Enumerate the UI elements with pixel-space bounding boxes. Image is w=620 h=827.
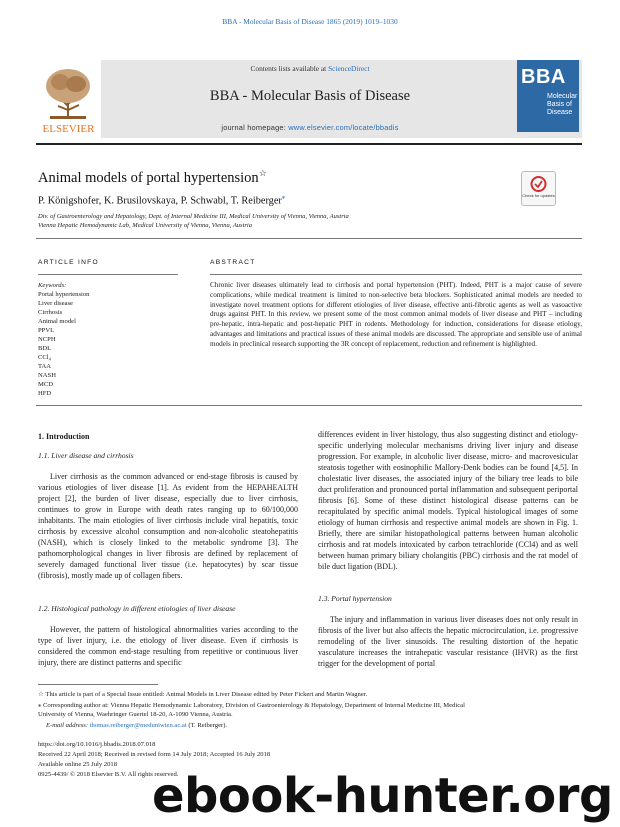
journal-citation[interactable]: BBA - Molecular Basis of Disease 1865 (2019) 1019–1030 [222,17,398,26]
title-footnote-mark[interactable]: ☆ [258,168,267,178]
cover-title: BBA [521,66,566,88]
homepage-prefix: journal homepage: [221,123,289,132]
paragraph-liver-cirrhosis: Liver cirrhosis as the common advanced or end-stage fibrosis is caused by various etiologies of liver disease [1]. As evident from the HEPAHEALTH project [2], the burden of liver disease, especially due to liver cirrhosis, continues to grow in Europe with death rates ranging up to 60/100,000 inhabitants. The main etiologies of liver cirrhosis include viral hepatitis, toxic cirrhosis by excessive alcohol consumption and non-alcoholic steatohepatitis (NASH), which is closely linked to the metabolic syndrome [3]. The pathomorphological changes in liver fibrosis are defined by replacement of severely damaged functional liver tissue (i.e. hepatocytes) by scar tissue (fibrosis), mostly made up of collagen fibers. [38,472,298,580]
affiliation-divider [36,238,582,239]
check-for-updates-button[interactable] [521,171,556,206]
corresponding-author-address: University of Vienna, Waehringer Guertel 18-20, A-1090 Vienna, Austria. [38,711,233,718]
copyright-line: 0925-4439/ © 2018 Elsevier B.V. All rights reserved. [38,771,179,778]
keyword: Cirrhosis [38,309,63,316]
keyword: HFD [38,390,52,397]
email-suffix: (T. Reiberger). [186,722,228,729]
doi-link[interactable]: https://doi.org/10.1016/j.bbadis.2018.07.018 [38,741,156,748]
article-info-heading: ARTICLE INFO [38,259,99,266]
email-line [46,722,227,729]
check-updates-icon [522,172,555,205]
paragraph-portal-hypertension: The injury and inflammation in various liver diseases does not only result in fibrosis of the liver but also affects the hepatic microcirculation, i.e. progressive remodeling of the liver sinusoids. The resulting distortion of the hepatic vasculature increases the intrahepatic vascular resistance (IHVR) as the first trigger for the development of portal [318,615,578,668]
abstract-bottom-rule [36,405,582,406]
subsection-1-1-heading: 1.1. Liver disease and cirrhosis [38,451,134,460]
keyword: Liver disease [38,300,73,307]
author-list: P. Königshofer, K. Brusilovskaya, P. Schwabl, T. Reiberger [38,195,282,207]
keyword: CCl₄ [38,354,51,361]
cover-subtitle: Molecular Basis of Disease [547,93,578,116]
elsevier-wordmark: ELSEVIER [42,123,95,135]
available-online: Available online 25 July 2018 [38,761,117,768]
homepage-link[interactable]: www.elsevier.com/locate/bbadis [288,123,399,132]
affiliation-1: Div. of Gastroenterology and Hepatology, Dept. of Internal Medicine III, Medical University of Vienna, Vienna, Austria [38,213,349,220]
email-label: E-mail address: [46,722,90,729]
abstract-text: Chronic liver diseases ultimately lead to cirrhosis and portal hypertension (PHT). Indeed, PHT is a major cause of severe complications, while medical treatment is limited to non-selective beta blockers. Sophisticated animal models are needed to investigate novel treatment options for different etiologies of liver disease, effective anti-fibrotic agents as well as vasoactive drugs against PHT. In this review, we present some of the most common animal models of liver disease and PHT – including pre-hepatic, intra-hepatic and post-hepatic PHT in rodents. Methodology for induction, considerations for disease etiology, advantages and limitations and practical issues of these animal models are discussed. The appropriate and sensible use of animal models in preclinical research supporting the 3R concept of replacement, reduction and refinement is highlighted. [210,281,582,348]
affiliation-2: Vienna Hepatic Hemodynamic Lab, Medical University of Vienna, Vienna, Austria [38,222,252,229]
subsection-1-2-heading: 1.2. Histological pathology in different etiologies of liver disease [38,604,236,613]
header-divider [36,143,582,145]
special-issue-footnote: ☆ This article is part of a Special Issue entitled: Animal Models in Liver Disease edited by Peter Fickert and Martin Wagner. [38,691,368,698]
abstract-rule [210,274,582,275]
watermark-text: ebook-hunter.org [152,768,613,824]
corresponding-author-mark[interactable]: ⁎ [281,193,286,201]
article-title [38,168,267,187]
article-info-rule [38,274,178,275]
keyword: Animal model [38,318,76,325]
subsection-1-3-heading: 1.3. Portal hypertension [318,594,392,603]
contents-prefix: Contents lists available at [250,64,329,73]
check-updates-label: Check for updates [522,193,555,198]
contents-line [110,64,510,73]
footnote-divider [38,684,158,685]
homepage-line [110,123,510,132]
elsevier-logo [36,60,101,138]
paragraph-histology: However, the pattern of histological abnormalities varies according to the type of liver injury, i.e. the etiology of liver disease. Even if cirrhosis is considered the common end-stage resulting from repetitive or continuous liver injury, there are distinct patterns and specific [38,625,298,667]
sciencedirect-link[interactable]: ScienceDirect [328,64,370,73]
keyword: Portal hypertension [38,291,90,298]
keyword: MCD [38,381,54,388]
section-1-heading: 1. Introduction [38,432,90,441]
keyword: BDL [38,345,52,352]
received-dates: Received 22 April 2018; Received in revised form 14 July 2018; Accepted 16 July 2018 [38,751,271,758]
keyword: PPVL [38,327,55,334]
article-title-text: Animal models of portal hypertension [38,169,259,186]
corresponding-author-footnote: ⁎ Corresponding author at: Vienna Hepatic Hemodynamic Laboratory, Division of Gastroenterology & Hepatology, Department of Internal Medicine III, Medical [38,702,465,709]
journal-cover [517,60,579,132]
abstract-heading: ABSTRACT [210,259,256,266]
keyword: NASH [38,372,56,379]
email-link[interactable]: thomas.reiberger@meduniwien.ac.at [89,722,187,729]
keyword: NCPH [38,336,56,343]
keyword: TAA [38,363,52,370]
keywords-label: Keywords: [38,282,67,289]
authors [38,193,285,206]
journal-title: BBA - Molecular Basis of Disease [209,88,411,104]
paragraph-histology-continued: differences evident in liver histology, thus also suggesting distinct and etiology-specific underlying molecular mechanisms driving liver injury and disease progression. For example, in alcoholic liver disease, micro- and macrovesicular steatosis together with eosinophilic Mallory-Denk bodies can be found [4,5]. In cholestatic liver diseases, the associated injury of the biliary tree leads to bile duct proliferation and pronounced portal inflammation and subsequent periportal fibrosis [6]. Some of these distinct histological disease patterns can be recapitulated by specific animal models. Typical histological images of some etiology of human cirrhosis and respective animal models are shown in Fig. 1. Briefly, there are similar histopathological patterns between human alcoholic cirrhosis and rat models intoxicated by carbon tetrachloride (CCl4) and as well between human primary biliary cholangitis (PBC) cirrhosis and the rat model of bile duct ligation (BDL). [318,430,578,571]
